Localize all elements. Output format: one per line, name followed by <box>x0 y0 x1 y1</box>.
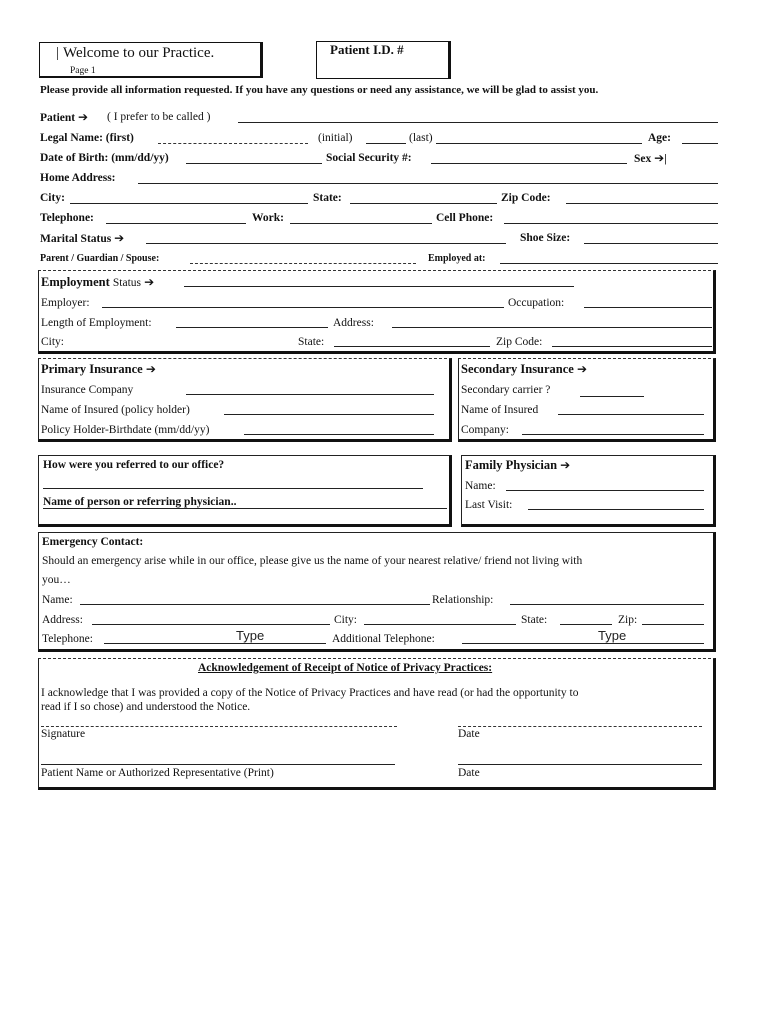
policy-birthdate-field[interactable] <box>244 422 434 435</box>
age-field[interactable] <box>682 131 718 144</box>
employment-city-label: City: <box>41 336 65 348</box>
insured-name-field[interactable] <box>224 402 434 415</box>
signature-label: Signature <box>41 728 86 740</box>
arrow-right-icon: ➔ <box>560 458 571 472</box>
work-label: Work: <box>252 212 284 224</box>
prefer-called-label: ( I prefer to be called ) <box>107 111 211 123</box>
instruction-text: Please provide all information requested. If you have any questions or need any assistance, we will be glad to assist you. <box>40 84 599 96</box>
arrow-right-icon: ➔ <box>78 110 89 124</box>
arrow-right-icon: ➔ <box>576 362 588 376</box>
sex-label: Sex ➔| <box>634 151 667 165</box>
signature-date-field[interactable] <box>458 714 702 727</box>
arrow-right-icon: ➔ <box>654 151 665 165</box>
employer-label: Employer: <box>41 297 90 309</box>
family-physician-title: Family Physician ➔ <box>465 458 571 472</box>
emergency-text-1: Should an emergency arise while in our office, please give us the name of your nearest relative/ friend not living with <box>42 555 583 567</box>
employment-zip-label: Zip Code: <box>496 336 543 348</box>
state-label: State: <box>313 192 342 204</box>
emergency-zip-label: Zip: <box>618 614 638 626</box>
patient-id-label: Patient I.D. # <box>330 42 404 57</box>
signature-date-label: Date <box>458 728 480 740</box>
emergency-state-label: State: <box>521 614 548 626</box>
employed-at-field[interactable] <box>500 251 718 264</box>
employment-address-field[interactable] <box>392 315 712 328</box>
age-label: Age: <box>648 132 671 144</box>
employed-at-label: Employed at: <box>428 253 486 264</box>
physician-name-label: Name: <box>465 480 496 492</box>
employment-zip-field[interactable] <box>552 334 712 347</box>
work-field[interactable] <box>290 211 432 224</box>
relationship-field[interactable] <box>510 592 704 605</box>
primary-insurance-title: Primary Insurance ➔ <box>41 362 156 376</box>
emergency-address-field[interactable] <box>92 612 330 625</box>
ssn-field[interactable] <box>431 151 627 164</box>
city-field[interactable] <box>70 191 308 204</box>
welcome-title: | Welcome to our Practice. <box>56 45 215 61</box>
occupation-label: Occupation: <box>508 297 565 309</box>
state-field[interactable] <box>350 191 497 204</box>
shoe-size-label: Shoe Size: <box>520 232 571 244</box>
additional-telephone-field[interactable] <box>462 628 704 644</box>
emergency-telephone-field[interactable] <box>104 628 326 644</box>
emergency-state-field[interactable] <box>560 612 612 625</box>
zip-label: Zip Code: <box>501 192 551 204</box>
secondary-insured-label: Name of Insured <box>461 404 539 416</box>
signature-field[interactable] <box>41 714 397 727</box>
ssn-label: Social Security #: <box>326 152 412 164</box>
emergency-telephone-label: Telephone: <box>42 633 93 645</box>
emergency-title: Emergency Contact: <box>42 536 144 548</box>
referring-person-field[interactable] <box>43 508 447 509</box>
last-visit-label: Last Visit: <box>465 499 513 511</box>
employment-title: Employment Status ➔ <box>41 275 155 289</box>
shoe-size-field[interactable] <box>584 231 718 244</box>
emergency-text-2: you… <box>42 574 71 586</box>
city-label: City: <box>40 192 65 204</box>
cell-field[interactable] <box>504 211 718 224</box>
home-address-label: Home Address: <box>40 172 116 184</box>
employment-state-label: State: <box>298 336 325 348</box>
telephone-label: Telephone: <box>40 212 94 224</box>
employer-field[interactable] <box>102 295 504 308</box>
patient-label: Patient ➔ <box>40 110 89 124</box>
first-name-field[interactable] <box>158 131 308 144</box>
initial-field[interactable] <box>366 131 406 144</box>
secondary-carrier-label: Secondary carrier ? <box>461 384 551 396</box>
dob-label: Date of Birth: (mm/dd/yy) <box>40 152 169 164</box>
relationship-label: Relationship: <box>432 594 494 606</box>
marital-field[interactable] <box>146 231 506 244</box>
acknowledgement-text-1: I acknowledge that I was provided a copy of the Notice of Privacy Practices and have read (or had the opportunity to <box>41 687 579 699</box>
employment-status-field[interactable] <box>184 274 574 287</box>
print-date-field[interactable] <box>458 752 702 765</box>
patient-name-field[interactable] <box>238 110 718 123</box>
initial-label: (initial) <box>318 132 353 144</box>
secondary-insured-field[interactable] <box>558 402 704 415</box>
insurance-company-field[interactable] <box>186 382 434 395</box>
last-name-field[interactable] <box>436 131 642 144</box>
marital-label: Marital Status ➔ <box>40 231 125 245</box>
page-label: Page 1 <box>70 66 96 76</box>
emergency-city-field[interactable] <box>364 612 516 625</box>
length-employment-label: Length of Employment: <box>41 317 152 329</box>
telephone-type-placeholder[interactable]: Type <box>236 628 265 643</box>
cell-label: Cell Phone: <box>436 212 494 224</box>
occupation-field[interactable] <box>584 295 712 308</box>
referral-question: How were you referred to our office? <box>43 459 225 471</box>
insurance-company-label: Insurance Company <box>41 384 134 396</box>
zip-field[interactable] <box>566 191 718 204</box>
emergency-name-label: Name: <box>42 594 73 606</box>
arrow-right-icon: ➔ <box>145 362 156 376</box>
last-label: (last) <box>409 132 433 144</box>
arrow-right-icon: ➔ <box>144 275 155 289</box>
emergency-zip-field[interactable] <box>642 612 704 625</box>
referral-field[interactable] <box>43 476 423 489</box>
last-visit-field[interactable] <box>528 497 704 510</box>
print-date-label: Date <box>458 767 480 779</box>
emergency-city-label: City: <box>334 614 358 626</box>
employment-address-label: Address: <box>333 317 374 329</box>
emergency-address-label: Address: <box>42 614 83 626</box>
policy-birthdate-label: Policy Holder-Birthdate (mm/dd/yy) <box>41 424 210 436</box>
parent-label: Parent / Guardian / Spouse: <box>40 253 160 264</box>
physician-name-field[interactable] <box>506 478 704 491</box>
parent-field[interactable] <box>190 251 416 264</box>
employment-state-field[interactable] <box>334 334 490 347</box>
insured-name-label: Name of Insured (policy holder) <box>41 404 190 416</box>
acknowledgement-text-2: read if I so chose) and understood the Notice. <box>41 701 251 713</box>
legal-name-label: Legal Name: (first) <box>40 132 134 144</box>
additional-telephone-label: Additional Telephone: <box>332 633 435 645</box>
telephone-field[interactable] <box>106 211 246 224</box>
print-name-label: Patient Name or Authorized Representative (Print) <box>41 767 274 779</box>
secondary-insurance-title: Secondary Insurance ➔ <box>461 362 588 376</box>
print-name-field[interactable] <box>41 752 395 765</box>
length-employment-field[interactable] <box>176 315 328 328</box>
secondary-carrier-field[interactable] <box>580 384 644 397</box>
emergency-name-field[interactable] <box>80 592 430 605</box>
additional-type-placeholder[interactable]: Type <box>598 628 627 643</box>
home-address-field[interactable] <box>138 171 718 184</box>
secondary-company-field[interactable] <box>522 422 704 435</box>
referring-person-label: Name of person or referring physician.. <box>43 496 237 508</box>
arrow-right-icon: ➔ <box>114 231 125 245</box>
dob-field[interactable] <box>186 151 322 164</box>
acknowledgement-title: Acknowledgement of Receipt of Notice of Privacy Practices: <box>198 662 493 674</box>
secondary-company-label: Company: <box>461 424 509 436</box>
